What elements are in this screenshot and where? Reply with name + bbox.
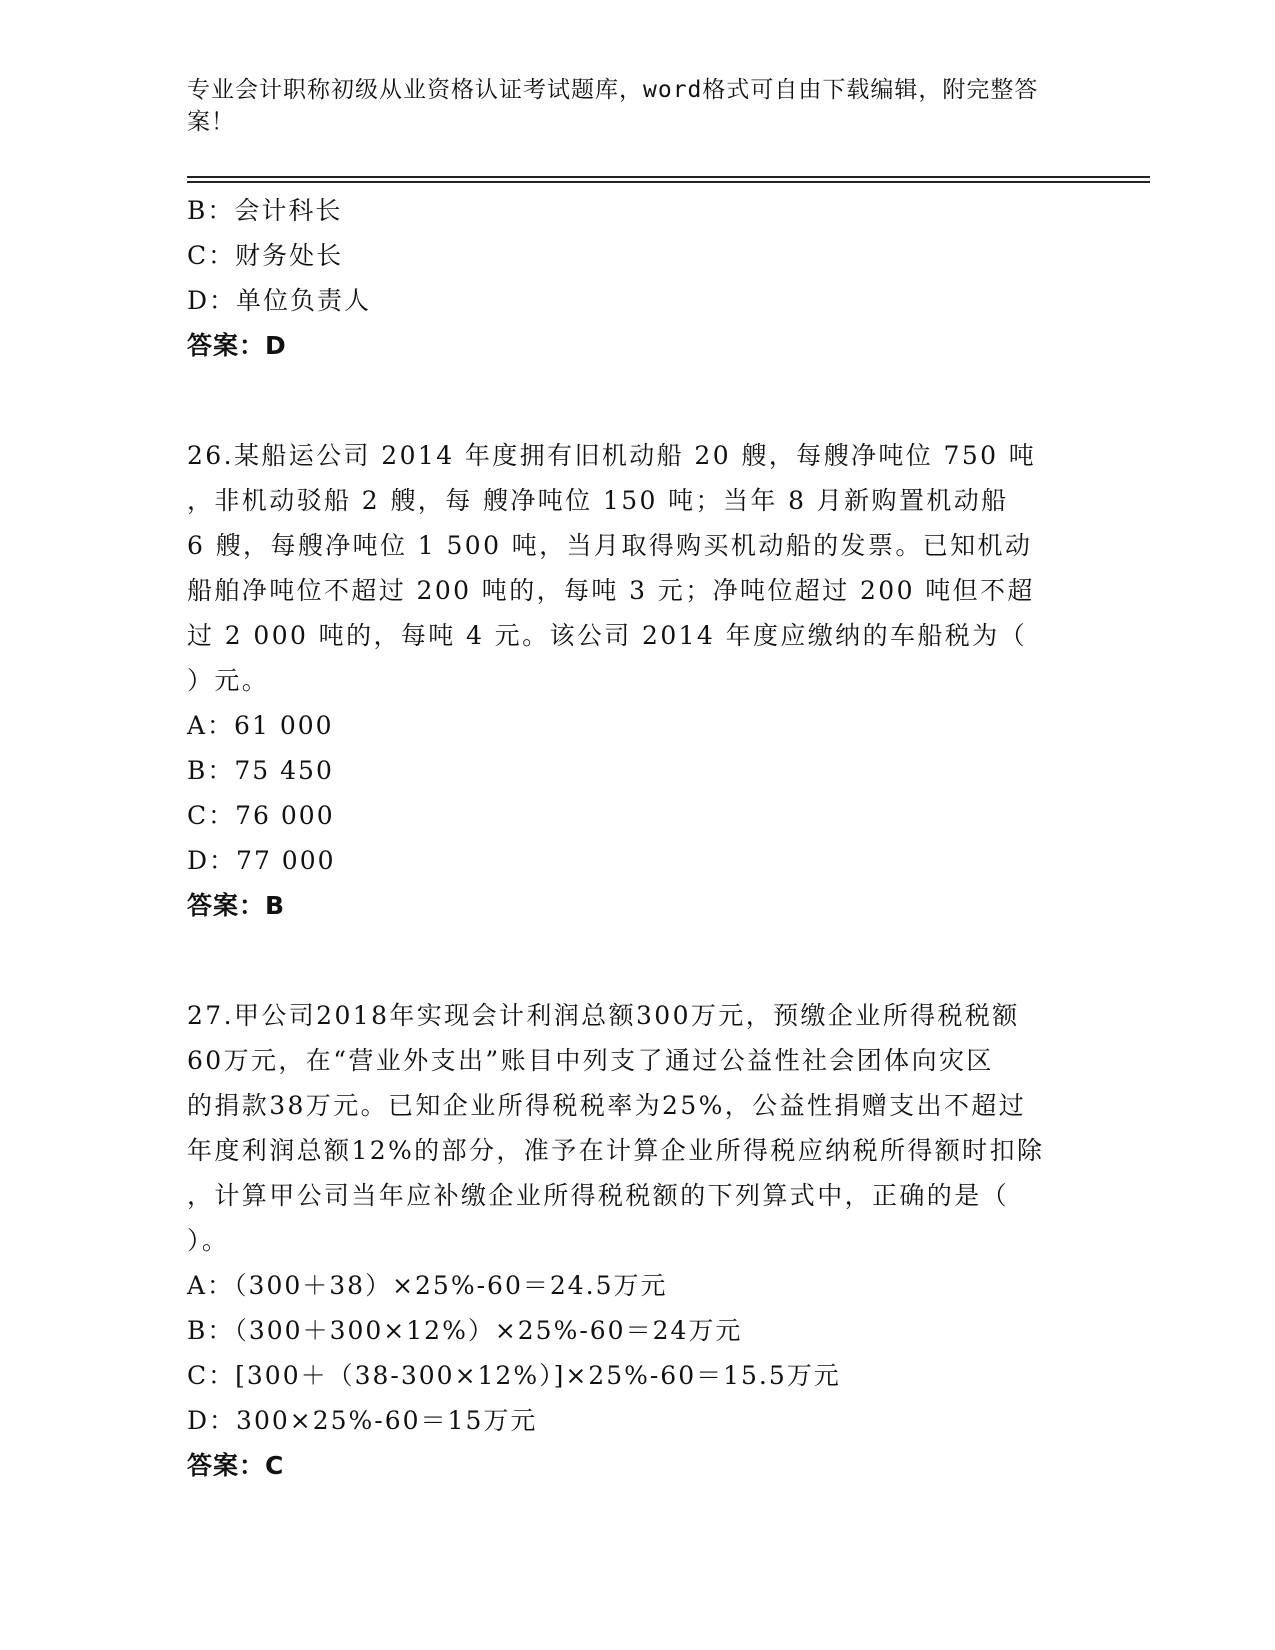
stem-line: 年度利润总额12%的部分，准予在计算企业所得税应纳税所得额时扣除 [187, 1136, 1045, 1165]
stem-line: ，非机动驳船 2 艘，每 艘净吨位 150 吨；当年 8 月新购置机动船 [187, 486, 1009, 515]
stem-line: 26.某船运公司 2014 年度拥有旧机动船 20 艘，每艘净吨位 750 吨 [187, 441, 1037, 470]
option-b: B：会计科长 [187, 196, 343, 225]
option-c: C：[300＋（38-300×12%）]×25%-60＝15.5万元 [187, 1361, 841, 1390]
option-a: A：61 000 [187, 711, 334, 740]
question-27 [187, 993, 1087, 1488]
stem-line: 60万元，在“营业外支出”账目中列支了通过公益性社会团体向灾区 [187, 1046, 994, 1075]
stem-line: 6 艘，每艘净吨位 1 500 吨，当月取得购买机动船的发票。已知机动 [187, 531, 1033, 560]
question-stem [187, 433, 1087, 703]
spacer [187, 928, 1087, 993]
answer: 答案：B [187, 891, 286, 920]
header-divider-bottom [187, 181, 1150, 183]
stem-line: 船舶净吨位不超过 200 吨的，每吨 3 元；净吨位超过 200 吨但不超 [187, 576, 1035, 605]
header-line-1: 专业会计职称初级从业资格认证考试题库，word格式可自由下载编辑，附完整答 [187, 77, 1039, 103]
stem-line: ）元。 [187, 666, 270, 695]
option-b: B：75 450 [187, 756, 334, 785]
question-stem [187, 993, 1087, 1263]
spacer [187, 368, 1087, 433]
question-26 [187, 433, 1087, 928]
stem-line: 过 2 000 吨的，每吨 4 元。该公司 2014 年度应缴纳的车船税为（ [187, 621, 1027, 650]
option-d: D：77 000 [187, 846, 336, 875]
option-a: A：（300＋38）×25%-60＝24.5万元 [187, 1271, 668, 1300]
answer: 答案：D [187, 331, 287, 360]
question-25-tail [187, 188, 1087, 368]
stem-line: ，计算甲公司当年应补缴企业所得税税额的下列算式中，正确的是（ [187, 1181, 1010, 1210]
header-line-2: 案！ [187, 109, 235, 135]
document-body [187, 188, 1087, 1488]
option-b: B：（300＋300×12%）×25%-60＝24万元 [187, 1316, 743, 1345]
option-d: D：单位负责人 [187, 286, 372, 315]
header-divider-top [187, 176, 1150, 178]
option-c: C：财务处长 [187, 241, 344, 270]
stem-line: ）。 [187, 1226, 230, 1255]
stem-line: 27.甲公司2018年实现会计利润总额300万元，预缴企业所得税税额 [187, 1001, 1020, 1030]
page-header [187, 74, 1067, 138]
answer: 答案：C [187, 1451, 285, 1480]
option-d: D：300×25%-60＝15万元 [187, 1406, 538, 1435]
stem-line: 的捐款38万元。已知企业所得税税率为25%，公益性捐赠支出不超过 [187, 1091, 1027, 1120]
option-c: C：76 000 [187, 801, 335, 830]
